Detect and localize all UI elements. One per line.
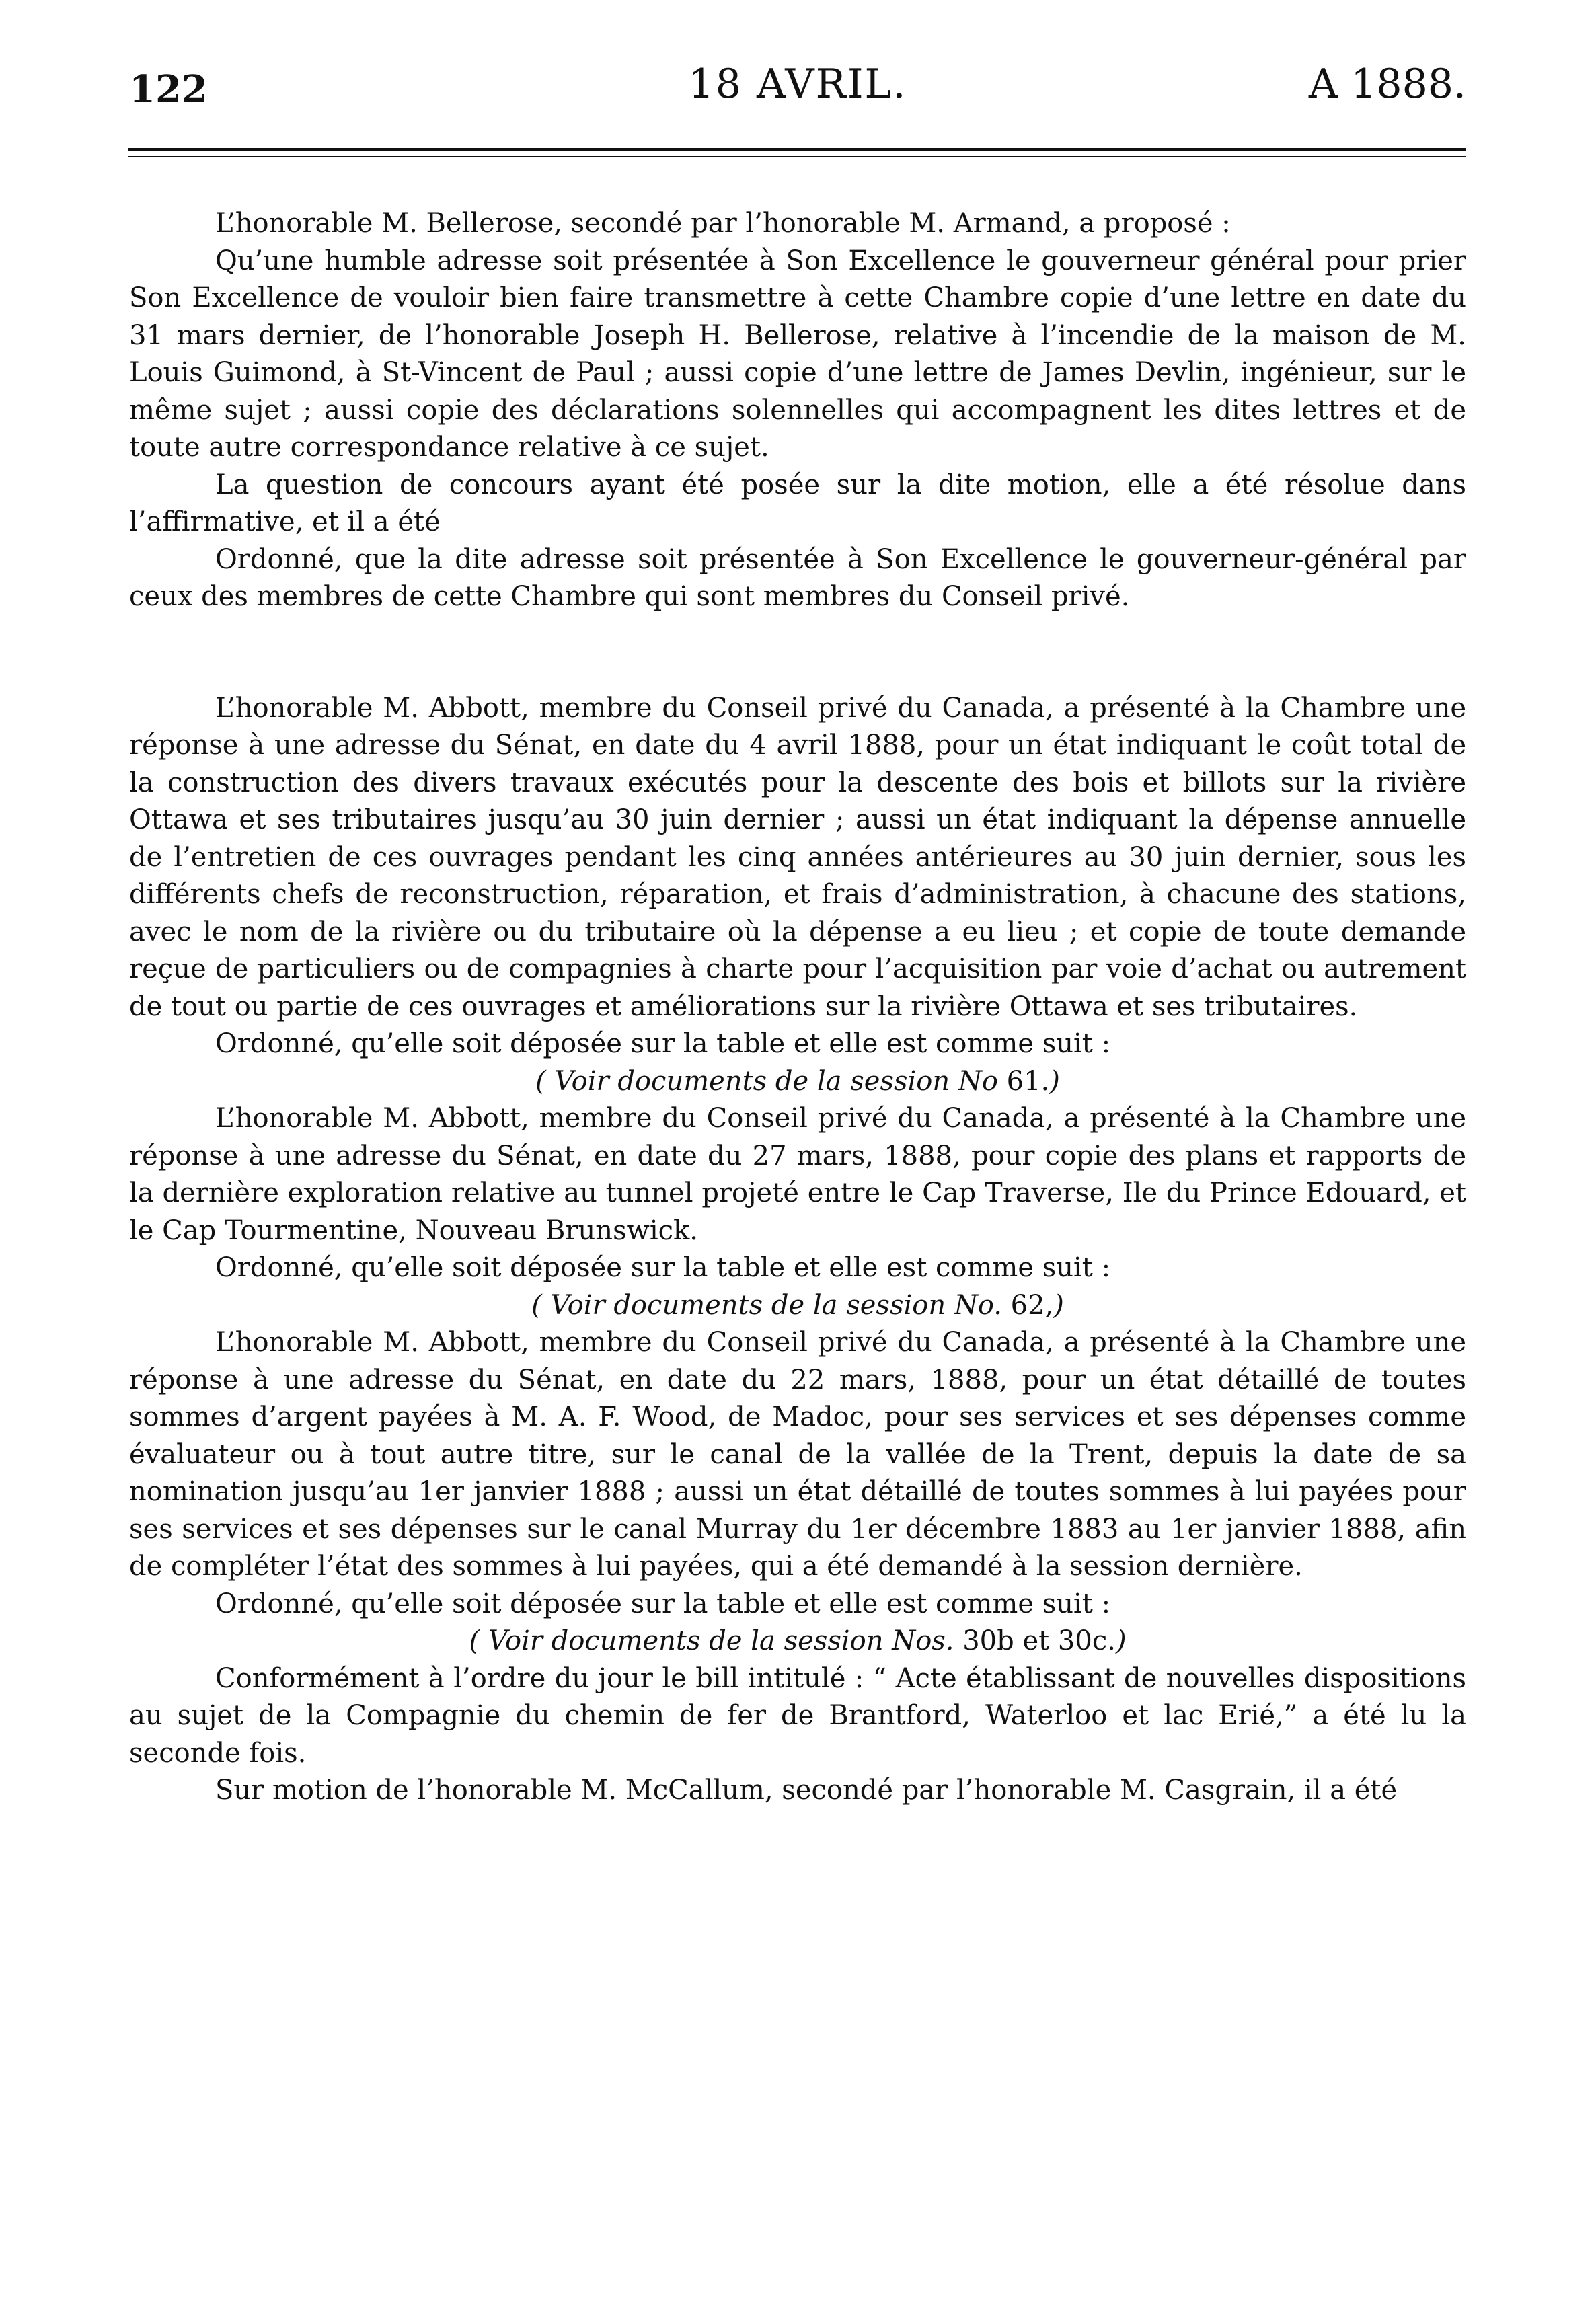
- reference-text: Voir documents de la session Nos.: [488, 1625, 954, 1656]
- page-number: 122: [129, 67, 208, 112]
- document-reference: ( Voir documents de la session Nos. 30b et 30c.): [469, 1625, 1127, 1656]
- paragraph-ordered-deposit: Ordonné, qu’elle soit déposée sur la table et elle est comme suit :: [215, 1252, 1111, 1283]
- paragraph-bill-second-reading: Conformément à l’ordre du jour le bill intitulé : “ Acte établissant de nouvelles dispositions au sujet de la Compagnie du chemin de fer de Brantford, Waterloo et lac Erié,” a été lu la seconde fois.: [129, 1662, 1466, 1769]
- document-body: [129, 205, 1466, 1810]
- running-title: 18 AVRIL.: [688, 61, 907, 108]
- reference-number: 61.: [1006, 1065, 1050, 1097]
- paragraph-abbott-ottawa: L’honorable M. Abbott, membre du Conseil privé du Canada, a présenté à la Chambre une réponse à une adresse du Sénat, en date du 4 avril 1888, pour un état indiquant le coût total de la construction des divers travaux exécutés pour la descente des bois et billots sur la rivière Ottawa et ses tributaires jusqu’au 30 juin dernier ; aussi un état indiquant la dépense annuelle de l’entretien de ces ouvrages pendant les cinq années antérieures au 30 juin dernier, sous les différents chefs de reconstruction, réparation, et frais d’administration, à chacune des stations, avec le nom de la rivière ou du tributaire où la dépense a eu lieu ; et copie de toute demande reçue de particuliers ou de compagnies à charte pour l’acquisition par voie d’achat ou autrement de tout ou partie de ces ouvrages et améliorations sur la rivière Ottawa et ses tributaires.: [129, 692, 1466, 1022]
- paragraph-mccallum-motion: Sur motion de l’honorable M. McCallum, secondé par l’honorable M. Casgrain, il a été: [215, 1775, 1398, 1806]
- header-year: A 1888.: [1308, 61, 1466, 108]
- section-gap: [129, 616, 1466, 690]
- document-reference: ( Voir documents de la session No 61.): [535, 1065, 1060, 1097]
- reference-number: 62,: [1010, 1289, 1054, 1321]
- header-rule: [128, 148, 1466, 151]
- document-reference: ( Voir documents de la session No. 62,): [531, 1289, 1064, 1321]
- paragraph-address-text: Qu’une humble adresse soit présentée à Son Excellence le gouverneur général pour prier Son Excellence de vouloir bien faire transmettre à cette Chambre copie d’une lettre en date du 31 mars dernier, de l’honorable Joseph H. Bellerose, relative à l’incendie de la maison de M. Louis Guimond, à St-Vincent de Paul ; aussi copie d’une lettre de James Devlin, ingénieur, sur le même sujet ; aussi copie des déclarations solennelles qui accompagnent les dites lettres et de toute autre correspondance relative à ce sujet.: [129, 245, 1466, 463]
- paragraph-abbott-trent: L’honorable M. Abbott, membre du Conseil privé du Canada, a présenté à la Chambre une réponse à une adresse du Sénat, en date du 22 mars, 1888, pour un état détaillé de toutes sommes d’argent payées à M. A. F. Wood, de Madoc, pour ses services et ses dépenses comme évaluateur ou à tout autre titre, sur le canal de la vallée de la Trent, depuis la date de sa nomination jusqu’au 1er janvier 1888 ; aussi un état détaillé de toutes sommes à lui payées pour ses services et ses dépenses sur le canal Murray du 1er décembre 1883 au 1er janvier 1888, afin de compléter l’état des sommes à lui payées, qui a été demandé à la session dernière.: [129, 1327, 1466, 1582]
- paragraph-ordered-deposit: Ordonné, qu’elle soit déposée sur la table et elle est comme suit :: [215, 1028, 1111, 1059]
- paragraph-ordered: Ordonné, que la dite adresse soit présentée à Son Excellence le gouverneur-général par ceux des membres de cette Chambre qui sont membres du Conseil privé.: [129, 543, 1466, 612]
- reference-text: Voir documents de la session No.: [550, 1289, 1002, 1321]
- paragraph-ordered-deposit: Ordonné, qu’elle soit déposée sur la table et elle est comme suit :: [215, 1588, 1111, 1619]
- page-header: [129, 61, 1466, 114]
- reference-text: Voir documents de la session No: [554, 1065, 998, 1097]
- header-rule-thin: [128, 156, 1466, 157]
- paragraph-question-resolved: La question de concours ayant été posée sur la dite motion, elle a été résolue dans l’affirmative, et il a été: [129, 469, 1466, 537]
- paragraph-motion-intro: L’honorable M. Bellerose, secondé par l’honorable M. Armand, a proposé :: [215, 208, 1231, 239]
- paragraph-abbott-tunnel: L’honorable M. Abbott, membre du Conseil privé du Canada, a présenté à la Chambre une réponse à une adresse du Sénat, en date du 27 mars, 1888, pour copie des plans et rapports de la dernière exploration relative au tunnel projeté entre le Cap Traverse, Ile du Prince Edouard, et le Cap Tourmentine, Nouveau Brunswick.: [129, 1103, 1466, 1246]
- reference-number: 30b et 30c.: [962, 1625, 1116, 1656]
